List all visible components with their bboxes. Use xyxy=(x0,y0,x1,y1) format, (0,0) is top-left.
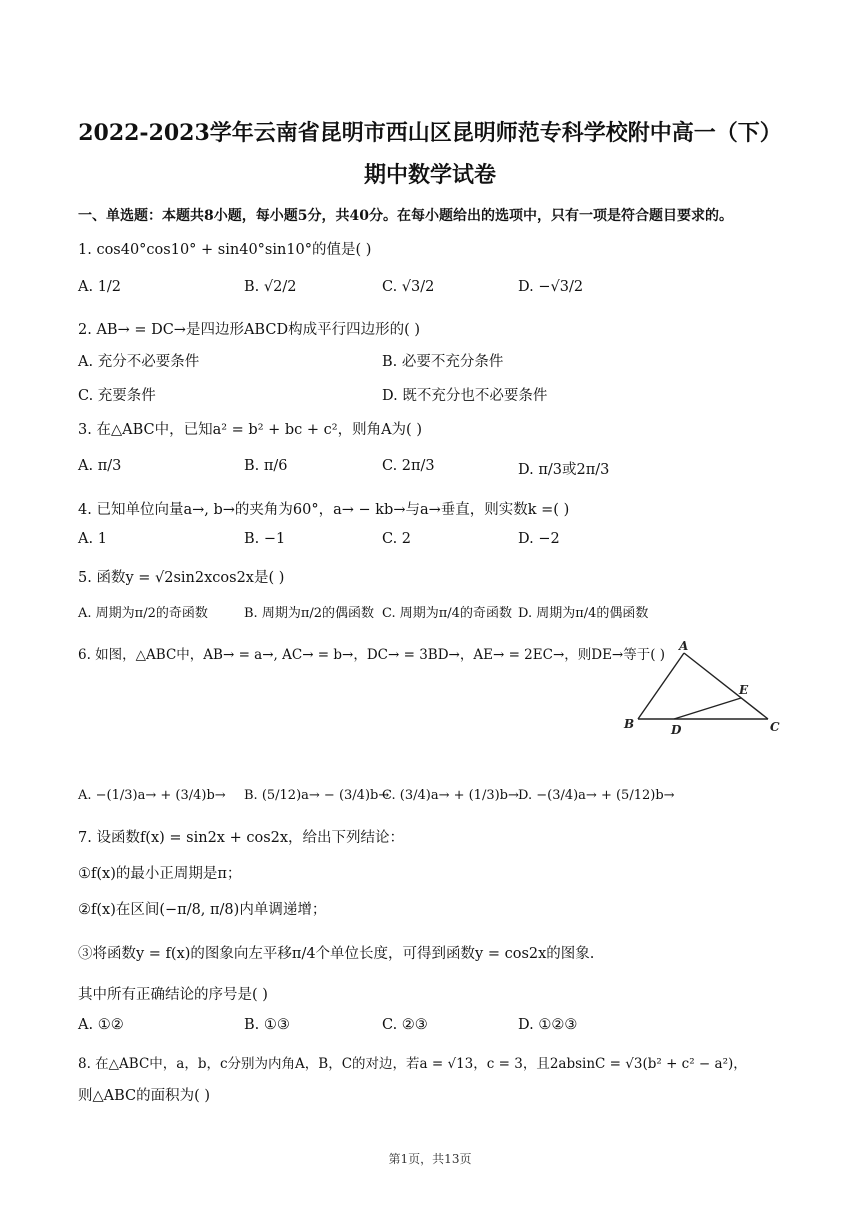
question-1-stem: 1. cos40°cos10° + sin40°sin10°的值是( ) xyxy=(78,242,372,258)
q7-statement-3: ③将函数y = f(x)的图象向左平移π/4个单位长度，可得到函数y = cos2x的图象. xyxy=(78,946,595,962)
page-footer: 第1页，共13页 xyxy=(388,1152,472,1166)
q4-option-c: C. 2 xyxy=(382,531,412,547)
q1-option-a: A. 1/2 xyxy=(78,279,122,295)
figure-label-e: E xyxy=(739,683,749,697)
triangle-figure xyxy=(618,640,788,740)
q3-option-d: D. π/3或2π/3 xyxy=(518,462,610,478)
figure-label-b: B xyxy=(624,717,635,731)
q4-option-d: D. −2 xyxy=(518,531,560,547)
question-2-stem: 2. AB→ = DC→是四边形ABCD构成平行四边形的( ) xyxy=(78,322,420,338)
figure-label-d: D xyxy=(671,723,682,737)
question-3-stem: 3. 在△ABC中，已知a² = b² + bc + c²，则角A为( ) xyxy=(78,422,422,438)
q7-option-c: C. ②③ xyxy=(382,1017,428,1033)
q5-option-a: A. 周期为π/2的奇函数 xyxy=(78,606,208,621)
q2-option-b: B. 必要不充分条件 xyxy=(382,354,504,370)
question-8-stem-line1: 8. 在△ABC中，a，b，c分别为内角A，B，C的对边，若a = √13，c = 3，且2absinC = √3(b² + c² − a²)， xyxy=(78,1056,747,1072)
q5-option-b: B. 周期为π/2的偶函数 xyxy=(244,606,375,621)
q2-option-d: D. 既不充分也不必要条件 xyxy=(382,388,548,404)
q2-option-a: A. 充分不必要条件 xyxy=(78,354,200,370)
q6-option-d: D. −(3/4)a→ + (5/12)b→ xyxy=(518,788,675,803)
q3-option-a: A. π/3 xyxy=(78,458,122,474)
section-heading: 一、单选题：本题共8小题，每小题5分，共40分。在每小题给出的选项中，只有一项是符合题目要求的。 xyxy=(78,208,733,224)
document-title-line1: 2022-2023学年云南省昆明市西山区昆明师范专科学校附中高一（下） xyxy=(78,120,782,146)
q7-statement-1: ①f(x)的最小正周期是π； xyxy=(78,866,242,882)
question-7-stem: 7. 设函数f(x) = sin2x + cos2x，给出下列结论： xyxy=(78,830,405,846)
q4-option-b: B. −1 xyxy=(244,531,286,547)
question-5-stem: 5. 函数y = √2sin2xcos2x是( ) xyxy=(78,570,285,586)
document-title-line2: 期中数学试卷 xyxy=(363,162,496,188)
question-6-stem: 6. 如图，△ABC中，AB→ = a→, AC→ = b→，DC→ = 3BD→，AE→ = 2EC→，则DE→等于( ) xyxy=(78,647,666,663)
figure-label-a: A xyxy=(679,640,689,653)
q7-statement-2: ②f(x)在区间(−π/8, π/8)内单调递增； xyxy=(78,902,327,918)
q1-option-b: B. √2/2 xyxy=(244,279,297,295)
q1-option-c: C. √3/2 xyxy=(382,279,435,295)
q3-option-b: B. π/6 xyxy=(244,458,288,474)
q7-ask: 其中所有正确结论的序号是( ) xyxy=(78,987,268,1003)
q4-option-a: A. 1 xyxy=(78,531,107,547)
q6-option-b: B. (5/12)a→ − (3/4)b→ xyxy=(244,788,390,803)
q7-option-a: A. ①② xyxy=(78,1017,124,1033)
q6-option-c: C. (3/4)a→ + (1/3)b→ xyxy=(382,788,519,803)
q5-option-d: D. 周期为π/4的偶函数 xyxy=(518,606,649,621)
q2-option-c: C. 充要条件 xyxy=(78,388,156,404)
q1-option-d: D. −√3/2 xyxy=(518,279,584,295)
q5-option-c: C. 周期为π/4的奇函数 xyxy=(382,606,512,621)
question-4-stem: 4. 已知单位向量a→, b→的夹角为60°，a→ − kb→与a→垂直，则实数k =( ) xyxy=(78,502,570,518)
q7-option-d: D. ①②③ xyxy=(518,1017,578,1033)
q6-option-a: A. −(1/3)a→ + (3/4)b→ xyxy=(78,788,226,803)
q3-option-c: C. 2π/3 xyxy=(382,458,435,474)
q7-option-b: B. ①③ xyxy=(244,1017,290,1033)
figure-label-c: C xyxy=(770,720,780,734)
question-8-stem-line2: 则△ABC的面积为( ) xyxy=(78,1088,211,1104)
